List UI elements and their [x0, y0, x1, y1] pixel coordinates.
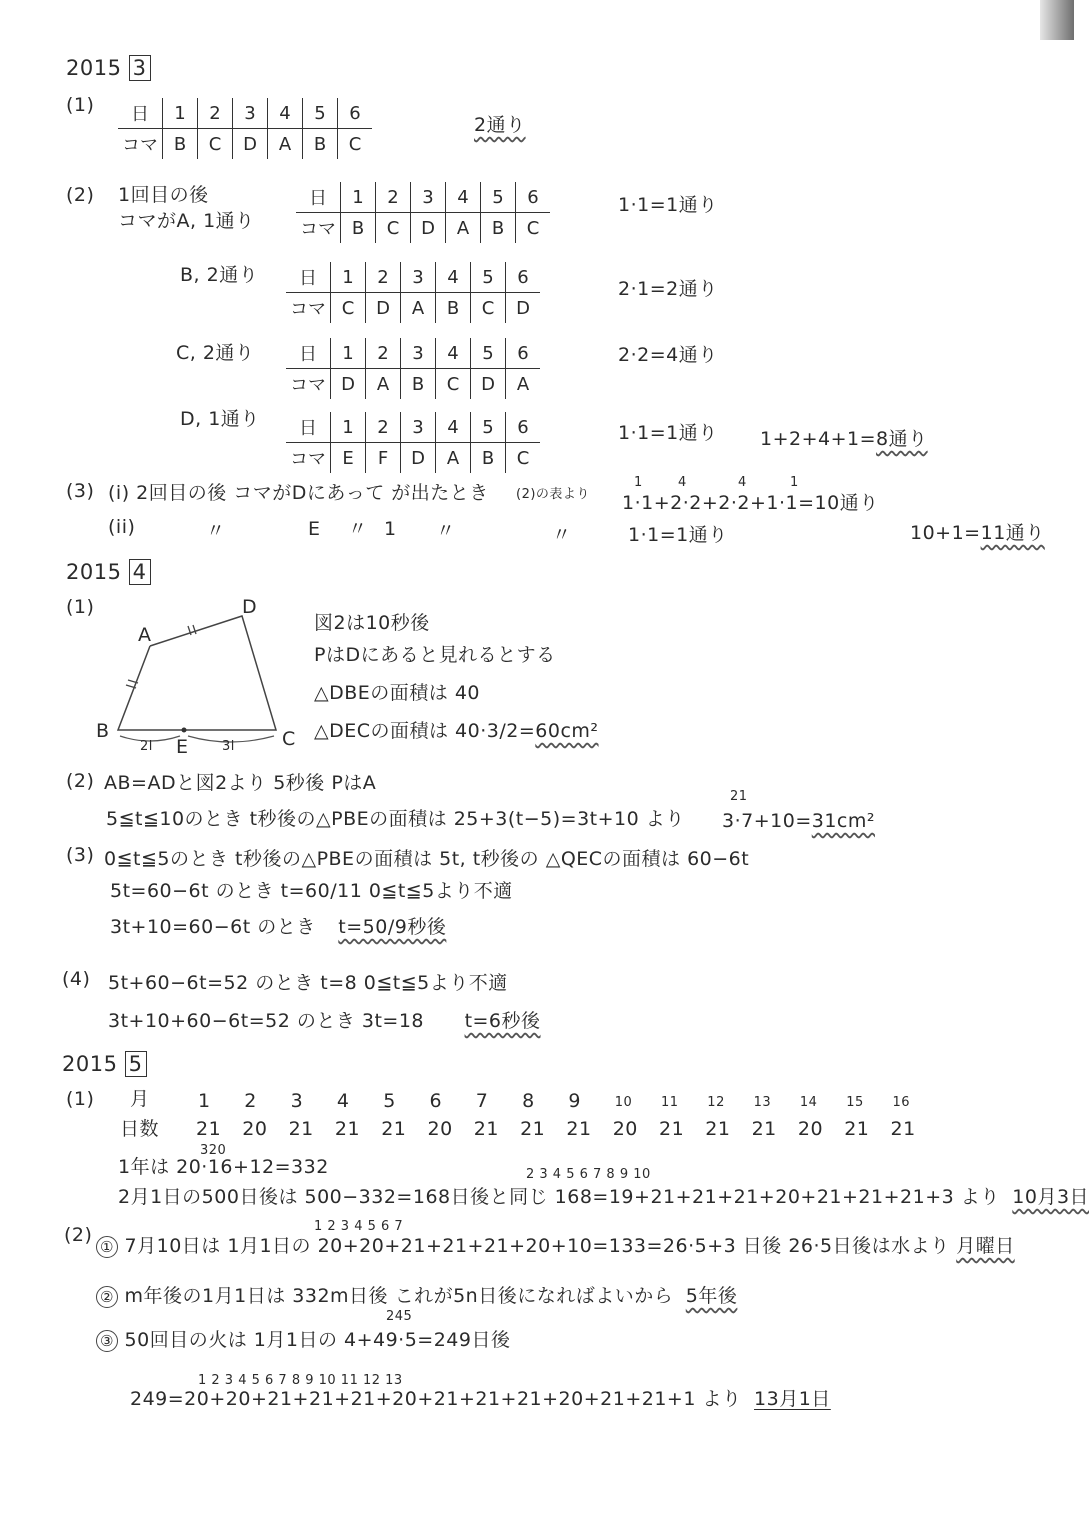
schedule-table — [118, 98, 372, 159]
answer: 10月3日 — [1012, 1186, 1089, 1208]
total-line: 10+1=11通り — [910, 522, 1045, 544]
schedule-table: 日 1 2 3 4 5 6 コマ C D A B C D — [286, 262, 540, 323]
month-number: 4 — [336, 1090, 350, 1112]
vertex-c: C — [282, 728, 296, 750]
day-count: 21 — [566, 1118, 592, 1140]
calc: 2·2=4通り — [618, 344, 718, 366]
calc: 1·1=1通り — [618, 422, 718, 444]
month-number: 10 — [614, 1095, 633, 1110]
case-label: D, 1通り — [180, 408, 260, 430]
month-number: 13 — [753, 1095, 772, 1110]
note-line: △DBEの面積は 40 — [314, 682, 480, 704]
month-number: 8 — [522, 1090, 535, 1112]
work-line: 5≦t≦10のとき t秒後の△PBEの面積は 25+3(t−5)=3t+10 より — [106, 808, 685, 830]
work-line: 2月1日の500日後は 500−332=168日後と同じ 168=19+21+21+21+20+21+21+21+3 より 10月3日 — [118, 1186, 1089, 1208]
month-number: 7 — [475, 1090, 489, 1112]
part-label: (1) — [66, 94, 95, 116]
part-label: (3) — [66, 844, 95, 866]
calc: 1·1+2·2+2·2+1·1=10通り — [622, 492, 879, 514]
answer: 5年後 — [685, 1285, 738, 1307]
answer: 月曜日 — [956, 1235, 1015, 1257]
month-number: 3 — [290, 1090, 304, 1112]
day-count: 21 — [705, 1118, 731, 1140]
day-count: 21 — [844, 1118, 870, 1140]
section-year: 2015 — [66, 56, 122, 80]
work-line: AB=ADと図2より 5秒後 PはA — [104, 772, 377, 794]
case-label: B, 2通り — [180, 264, 259, 286]
answer: t=50/9秒後 — [338, 916, 447, 938]
circled-number: ① — [96, 1236, 118, 1258]
tick-mark — [193, 625, 196, 634]
small-number: 4 — [738, 475, 747, 490]
work-line: 0≦t≦5のとき t秒後の△PBEの面積は 5t, t秒後の △QECの面積は 60−6t — [104, 848, 750, 870]
circled-number: ② — [96, 1286, 118, 1308]
day-count: 21 — [751, 1118, 777, 1140]
month-number: 9 — [568, 1090, 581, 1112]
sum-line: 1+2+4+1=8通り — [760, 428, 928, 450]
calc-line: 3·7+10=31cm² — [722, 810, 875, 832]
schedule-table: 日 1 2 3 4 5 6 コマ E F D A B C — [286, 412, 540, 473]
part-label: (1) — [66, 1088, 95, 1110]
month-number: 15 — [846, 1095, 864, 1110]
part-label: (2) — [66, 770, 95, 792]
work-line: ③ 50回目の火は 1月1日の 4+49·5=249日後 — [96, 1330, 510, 1352]
segment-ec-label: 3l — [222, 739, 235, 754]
section-4-heading — [66, 562, 151, 583]
part-label: (2) — [64, 1224, 93, 1246]
circled-number: ③ — [96, 1330, 118, 1352]
section-number: 4 — [129, 559, 151, 585]
month-number: 11 — [661, 1095, 679, 1110]
mark: 1 — [384, 518, 397, 540]
answer: 13月1日 — [754, 1388, 831, 1410]
part-label: (4) — [62, 968, 91, 990]
ditto-mark: 〃 — [436, 520, 456, 542]
answer: 31cm² — [811, 810, 875, 832]
small-number: 21 — [730, 789, 748, 804]
day-count: 20 — [797, 1118, 824, 1140]
work-line: 1年は 20·16+12=332 — [118, 1156, 329, 1178]
work-line: ① 7月10日は 1月1日の 20+20+21+21+21+20+10=133=26·5+3 日後 26·5日後は水より 月曜日 — [96, 1236, 1015, 1258]
day-count: 21 — [334, 1118, 361, 1140]
day-count: 21 — [520, 1118, 546, 1140]
quadrilateral-figure — [90, 590, 310, 760]
case-label: コマがA, 1通り — [118, 210, 255, 232]
table-head-row: 日 1 2 3 4 5 6 — [118, 98, 372, 129]
case-label: C, 2通り — [176, 342, 255, 364]
calc: 2·1=2通り — [618, 278, 718, 300]
part-label: (2) — [66, 184, 95, 206]
section-5-heading — [62, 1054, 147, 1075]
schedule-table: 日 1 2 3 4 5 6 コマ B C D A B C — [296, 182, 550, 243]
month-number: 6 — [429, 1090, 443, 1112]
work-line: 5t=60−6t のとき t=60/11 0≦t≦5より不適 — [110, 880, 513, 902]
day-count: 21 — [381, 1118, 407, 1140]
work-line: 249=20+20+21+21+21+20+21+21+21+20+21+21+1 より 13月1日 — [130, 1388, 831, 1410]
month-number: 16 — [892, 1095, 911, 1110]
point-e — [182, 728, 187, 733]
day-count: 20 — [242, 1118, 268, 1140]
calc: 1·1=1通り — [628, 524, 728, 546]
mark: E — [308, 518, 321, 540]
month-number: 2 — [244, 1090, 257, 1112]
section-number: 3 — [129, 55, 151, 81]
section-number: 5 — [125, 1051, 147, 1077]
day-count: 21 — [659, 1118, 685, 1140]
month-number: 14 — [799, 1095, 818, 1110]
calc: 1·1=1通り — [618, 194, 718, 216]
days-row-label: 日数 — [120, 1118, 160, 1140]
segment-be-label: 2l — [140, 739, 153, 754]
note-line: PはDにあると見れるとする — [314, 644, 556, 666]
note: (2)の表より — [516, 487, 590, 502]
ditto-mark: 〃 — [348, 518, 368, 540]
small-numbers: 1 2 3 4 5 6 7 — [314, 1219, 404, 1234]
scan-shadow — [1040, 0, 1074, 40]
vertex-a: A — [138, 624, 152, 646]
day-count: 21 — [473, 1118, 499, 1140]
small-number: 245 — [386, 1309, 413, 1324]
ditto-mark: 〃 — [552, 524, 572, 546]
schedule-table: 日 1 2 3 4 5 6 コマ D A B C D A — [286, 338, 540, 399]
case-i: (i) 2回目の後 コマがDにあって が出たとき — [108, 482, 489, 504]
day-count: 20 — [612, 1118, 638, 1140]
day-count: 21 — [196, 1118, 222, 1140]
answer: 11通り — [980, 522, 1045, 544]
answer: 8通り — [876, 428, 928, 450]
work-line: 5t+60−6t=52 のとき t=8 0≦t≦5より不適 — [108, 972, 508, 994]
case-ii: (ii) — [108, 516, 136, 538]
day-count: 21 — [890, 1118, 916, 1140]
ditto-mark: 〃 — [206, 520, 226, 542]
work-line: 3t+10=60−6t のとき t=50/9秒後 — [110, 916, 447, 938]
note-line: △DECの面積は 40·3/2=60cm² — [314, 720, 599, 742]
part-label: (3) — [66, 480, 95, 502]
day-count: 20 — [427, 1118, 453, 1140]
vertex-d: D — [242, 596, 258, 618]
day-count: 21 — [288, 1118, 314, 1140]
vertex-b: B — [96, 720, 110, 742]
month-row-label: 月 — [130, 1088, 150, 1110]
work-line: 3t+10+60−6t=52 のとき 3t=18 t=6秒後 — [108, 1010, 541, 1032]
small-number: 1 — [634, 475, 643, 490]
month-number: 12 — [707, 1095, 725, 1110]
small-number: 4 — [678, 475, 687, 490]
month-number: 5 — [383, 1090, 396, 1112]
note-line: 図2は10秒後 — [314, 612, 430, 634]
small-numbers: 2 3 4 5 6 7 8 9 10 — [526, 1167, 651, 1182]
answer: t=6秒後 — [464, 1010, 541, 1032]
note: 1回目の後 — [118, 184, 209, 206]
section-year: 2015 — [62, 1052, 118, 1076]
work-line: ② m年後の1月1日は 332m日後 これが5n日後になればよいから 5年後 — [96, 1286, 737, 1308]
answer: 2通り — [474, 114, 526, 136]
point-e-label: E — [176, 736, 189, 758]
small-numbers: 1 2 3 4 5 6 7 8 9 10 11 12 13 — [198, 1373, 403, 1388]
section-year: 2015 — [66, 560, 122, 584]
small-number: 320 — [200, 1143, 227, 1158]
answer: 60cm² — [535, 720, 599, 742]
part-label: (1) — [66, 596, 95, 618]
small-number: 1 — [790, 475, 799, 490]
table-row: コマ B C D A B C — [118, 129, 372, 160]
section-3-heading — [66, 58, 151, 79]
month-number: 1 — [198, 1090, 211, 1112]
